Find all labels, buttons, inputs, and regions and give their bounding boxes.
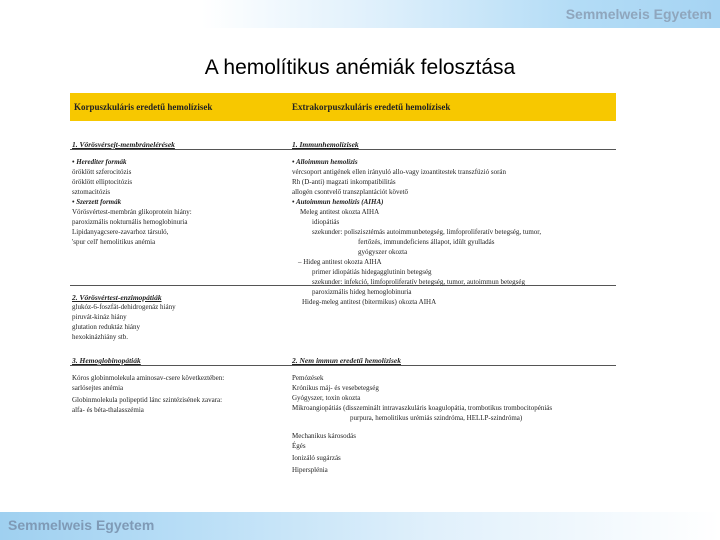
right-item: Gyógyszer, toxin okozta <box>292 394 361 402</box>
right-item: paroxizmális hideg hemoglobinuria <box>312 288 412 296</box>
right-subhead-2: • Autoimmun hemolízis (AIHA) <box>292 198 384 206</box>
slide-title: A hemolítikus anémiák felosztása <box>204 56 516 79</box>
left-item: Lipidanyagcsere-zavarhoz társuló, <box>72 228 169 236</box>
right-item: gyógyszer okozta <box>358 248 408 256</box>
right-item: Pemózések <box>292 374 324 382</box>
right-item: fertőzés, immundeficiens állapot, idült gyulladás <box>358 238 495 246</box>
left-item: paroxizmális nokturnális hemoglobinuria <box>72 218 188 226</box>
left-item: hexokinázhiány stb. <box>72 333 128 341</box>
left-subhead-2: • Szerzett formák <box>72 198 122 206</box>
left-item: öröklött elliptocitózis <box>72 178 133 186</box>
right-item: Mikroangiopátiás (disszeminált intravaszkuláris koagulopátia, trombotikus trombocitopéniás <box>292 404 553 412</box>
left-item: öröklött szferocitózis <box>72 168 132 176</box>
left-subhead-1: • Herediter formák <box>72 158 127 166</box>
right-subhead-1: • Alloimmun hemolízis <box>292 158 358 166</box>
left-item: glutation reduktáz hiány <box>72 323 141 331</box>
left-item: sarlósejtes anémia <box>72 384 124 392</box>
right-item: vércsoport antigének ellen irányuló allo-vagy izoantitestek transzfúzió során <box>292 168 507 176</box>
header-right: Extrakorpuszkuláris eredetű hemolízisek <box>292 102 451 112</box>
top-banner <box>0 0 720 28</box>
table-header <box>70 93 616 121</box>
left-item: glukóz-6-foszfát-dehidrogenáz hiány <box>72 303 176 311</box>
left-section-2: 2. Vörösvértest-enzimopátiák <box>72 293 162 302</box>
right-section-2: 2. Nem immun eredetű hemolízisek <box>292 356 401 365</box>
right-item: purpura, hemolitikus urémiás szindróma, HELLP-szindróma) <box>350 414 523 422</box>
right-item: Krónikus máj- és vesebetegség <box>292 384 379 392</box>
top-brand-logo: Semmelweis Egyetem <box>565 6 712 22</box>
bottom-banner <box>0 512 720 540</box>
right-item: – Hideg antitest okozta AIHA <box>298 258 382 266</box>
right-item: Meleg antitest okozta AIHA <box>300 208 380 216</box>
left-item: 'spur cell' hemolitikus anémia <box>72 238 156 246</box>
left-section-1: 1. Vörösvérsejt-membránelérések <box>72 140 175 149</box>
right-item: Ionizáló sugárzás <box>292 454 341 462</box>
divider-1 <box>70 149 616 150</box>
right-item: Égés <box>292 442 306 450</box>
left-item: alfa- és béta-thalasszémia <box>72 406 144 414</box>
left-item: Kóros globinmolekula aminosav-csere következtében: <box>72 374 225 382</box>
right-item: szekunder: infekció, limfoproliferatív betegség, tumor, autoimmun betegség <box>312 278 525 286</box>
right-section-1: 1. Immunhemolízisek <box>292 140 359 149</box>
left-section-3: 3. Hemoglobinopátiák <box>72 356 141 365</box>
right-item: Hideg-meleg antitest (bitermikus) okozta AIHA <box>302 298 437 306</box>
right-item: szekunder: poliszisztémás autoimmunbetegség, limfoproliferatív betegség, tumor, <box>312 228 542 236</box>
left-item: Globinmolekula polipeptid lánc szintézisének zavara: <box>72 396 223 404</box>
divider-3 <box>70 365 616 366</box>
left-item: piruvát-kináz hiány <box>72 313 127 321</box>
header-left: Korpuszkuláris eredetű hemolízisek <box>74 102 213 112</box>
left-item: sztomacitózis <box>72 188 111 196</box>
right-item: Mechanikus károsodás <box>292 432 356 440</box>
right-item: primer idiopátiás hidegagglutinin betegség <box>312 268 432 276</box>
right-item: allogén csontvelő transzplantációt követő <box>292 188 409 196</box>
bottom-brand-logo: Semmelweis Egyetem <box>8 517 155 533</box>
right-item: idiopátiás <box>312 218 340 226</box>
classification-table <box>70 93 616 496</box>
left-item: Vörösvértest-membrán glikoprotein hiány: <box>72 208 192 216</box>
right-item: Hipersplénia <box>292 466 328 474</box>
right-item: Rh (D-anti) magzati inkompatibilitás <box>292 178 396 186</box>
